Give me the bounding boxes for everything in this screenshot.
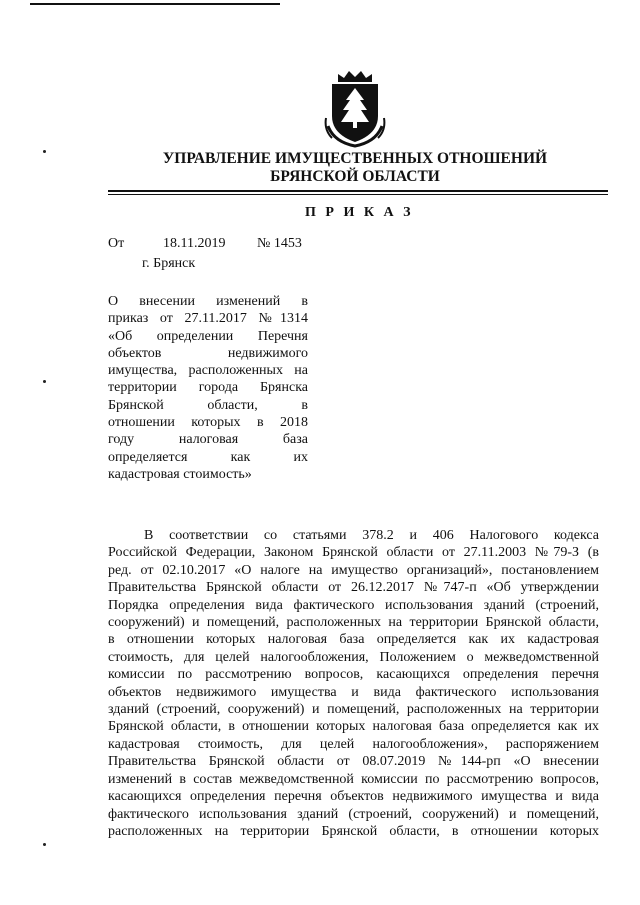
body-line: стоимость, для целей налогообложения, Положением о межведомственной bbox=[108, 649, 599, 665]
body-line: зданий (строений, сооружений) и помещений, расположенных на территории bbox=[108, 702, 599, 718]
body-line: объектов недвижимого имущества и вида фактического использования bbox=[108, 684, 599, 700]
document-type-title: П Р И К А З bbox=[305, 205, 414, 220]
header-rule-thick bbox=[108, 190, 608, 192]
header-rule-thin bbox=[108, 194, 608, 195]
document-date: 18.11.2019 bbox=[163, 236, 226, 251]
scan-dot bbox=[43, 843, 46, 846]
subject-line: территории города Брянска bbox=[108, 380, 308, 396]
subject-line: О внесении изменений в bbox=[108, 294, 308, 309]
subject-line: приказ от 27.11.2017 №1314 bbox=[108, 311, 308, 327]
body-line: расположенных на территории Брянской области, в отношении которых bbox=[108, 823, 599, 839]
top-scan-rule bbox=[30, 3, 280, 5]
body-line: в отношении которых налоговая база определяется как их кадастровая bbox=[108, 632, 599, 648]
body-line: ред. от 02.10.2017 «О налоге на имущество организаций», постановлением bbox=[108, 562, 599, 578]
body-line: изменений в состав межведомственной комиссии по рассмотрению вопросов, bbox=[108, 771, 599, 787]
body-line: комиссии по рассмотрению вопросов, касающихся определения перечня bbox=[108, 667, 599, 683]
body-line: В соответствии со статьями 378.2 и 406 Налогового кодекса bbox=[144, 528, 599, 543]
organization-name-line-1: УПРАВЛЕНИЕ ИМУЩЕСТВЕННЫХ ОТНОШЕНИЙ bbox=[162, 150, 548, 167]
body-line: Российской Федерации, Законом Брянской области от 27.11.2003 №79-З (в bbox=[108, 545, 599, 561]
body-line: кадастровая стоимость, для целей налогообложения», распоряжением bbox=[108, 736, 599, 752]
subject-line: Брянской области, в bbox=[108, 397, 308, 413]
organization-name-line-2: БРЯНСКОЙ ОБЛАСТИ bbox=[270, 168, 440, 185]
document-subject bbox=[108, 293, 308, 483]
date-prefix: От bbox=[108, 236, 125, 251]
subject-line: имущества, расположенных на bbox=[108, 363, 308, 379]
scan-dot bbox=[43, 380, 46, 383]
organization-name bbox=[120, 150, 590, 186]
body-line: фактического использования зданий (строений, сооружений) и помещений, bbox=[108, 806, 599, 822]
subject-line: объектов недвижимого bbox=[108, 345, 308, 361]
body-line: Правительства Брянской области от 08.07.2019 №144-рп «О внесении bbox=[108, 754, 599, 770]
subject-line: году налоговая база bbox=[108, 432, 308, 448]
document-number: № 1453 bbox=[257, 236, 302, 251]
subject-line: определяется как их bbox=[108, 449, 308, 465]
body-line: Правительства Брянской области от 26.12.2017 №747-п «Об утверждении bbox=[108, 580, 599, 596]
scan-dot bbox=[43, 150, 46, 153]
body-line: Порядка определения вида фактического использования зданий (строений, bbox=[108, 597, 599, 613]
subject-line: «Об определении Перечня bbox=[108, 328, 308, 344]
body-line: Брянской области, в отношении которых налоговая база определяется как их bbox=[108, 719, 599, 735]
coat-of-arms-icon bbox=[322, 68, 388, 148]
body-line: касающихся определения перечня объектов недвижимого имущества и вида bbox=[108, 789, 599, 805]
document-body bbox=[108, 527, 599, 840]
body-line: сооружений) и помещений, расположенных на территории Брянской области, bbox=[108, 615, 599, 631]
subject-line: кадастровая стоимость» bbox=[108, 466, 252, 482]
document-city: г. Брянск bbox=[142, 256, 196, 271]
subject-line: отношении которых в 2018 bbox=[108, 415, 308, 431]
